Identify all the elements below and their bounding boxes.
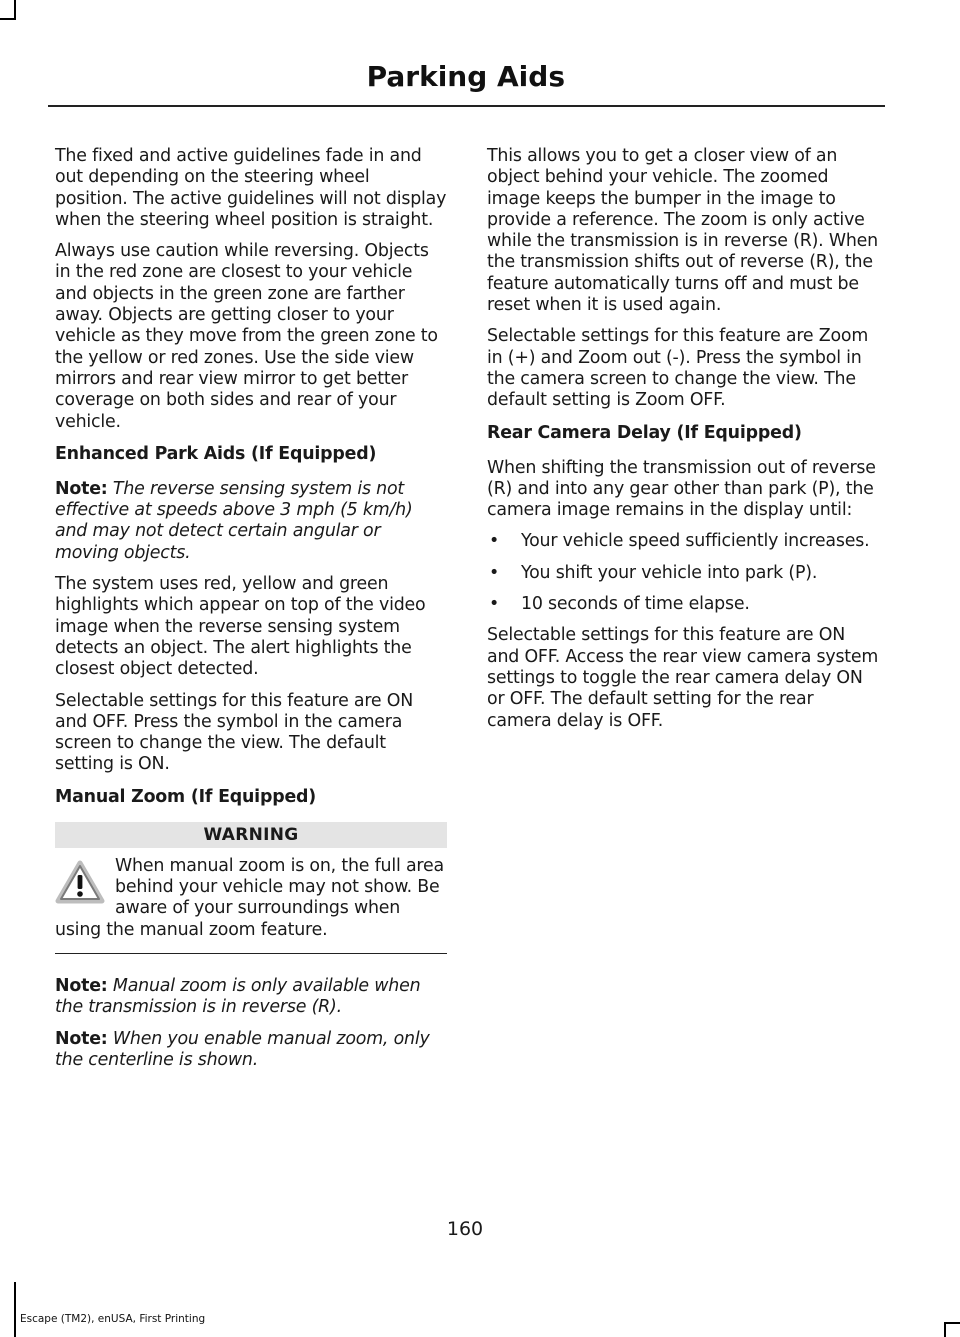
- paragraph: When shifting the transmission out of reverse (R) and into any gear other than park (P), the camera image remains in the display until:: [487, 457, 876, 521]
- warning-triangle-icon: [55, 860, 105, 904]
- crop-mark: [14, 1282, 16, 1337]
- list-item: • Your vehicle speed sufficiently increases.: [487, 531, 879, 552]
- note-label: Note:: [55, 975, 108, 996]
- list-item: • You shift your vehicle into park (P).: [487, 563, 879, 584]
- footer-text: Escape (TM2), enUSA, First Printing: [20, 1313, 206, 1325]
- note: [55, 479, 447, 564]
- warning-body: [55, 848, 447, 954]
- section-heading-manual-zoom: Manual Zoom (If Equipped): [55, 786, 317, 807]
- bullet-list: [487, 531, 879, 615]
- warning-title: WARNING: [55, 822, 447, 848]
- warning-box: [55, 822, 447, 954]
- note: [55, 1029, 447, 1072]
- right-column: [487, 146, 879, 742]
- paragraph: Always use caution while reversing. Objects in the red zone are closest to your vehicle and objects in the green zone are farther away. Objects are getting closer to your vehicle as they move from the green zone to the yellow or red zones. Use the side view mirrors and rear view mirror to get better coverage on both sides and rear of your vehicle.: [55, 241, 438, 432]
- paragraph: This allows you to get a closer view of an object behind your vehicle. The zoomed image keeps the bumper in the image to provide a reference. The zoom is only active while the transmission is in reverse (R). When the transmission shifts out of reverse (R), the feature automatically turns off and must be reset when it is used again.: [487, 146, 878, 316]
- page-number: 160: [446, 1218, 484, 1240]
- crop-mark: [14, 0, 16, 18]
- note-label: Note:: [55, 1028, 108, 1049]
- note: [55, 976, 447, 1019]
- paragraph: Selectable settings for this feature are Zoom in (+) and Zoom out (-). Press the symbol in the camera screen to change the view. The default setting is Zoom OFF.: [487, 326, 869, 411]
- paragraph: Selectable settings for this feature are ON and OFF. Access the rear view camera system settings to toggle the rear camera delay ON or OFF. The default setting for the rear camera delay is OFF.: [487, 625, 879, 731]
- section-heading-rear-camera-delay: Rear Camera Delay (If Equipped): [487, 422, 802, 443]
- warning-text: When manual zoom is on, the full area behind your vehicle may not show. Be aware of your surroundings when using the manual zoom feature.: [55, 855, 444, 940]
- list-item: • 10 seconds of time elapse.: [487, 594, 879, 615]
- note-text: The reverse sensing system is not effective at speeds above 3 mph (5 km/h) and may not detect certain angular or moving objects.: [55, 478, 413, 563]
- left-column: [55, 146, 447, 1081]
- paragraph: Selectable settings for this feature are ON and OFF. Press the symbol in the camera screen to change the view. The default setting is ON.: [55, 690, 414, 775]
- note-label: Note:: [55, 478, 108, 499]
- crop-mark: [0, 18, 16, 20]
- section-heading-enhanced-park-aids: Enhanced Park Aids (If Equipped): [55, 443, 377, 464]
- note-text: Manual zoom is only available when the transmission is in reverse (R).: [55, 975, 421, 1018]
- crop-mark: [944, 1322, 946, 1337]
- header-divider: [48, 105, 885, 107]
- crop-mark: [944, 1322, 960, 1324]
- note-text: When you enable manual zoom, only the centerline is shown.: [55, 1028, 430, 1070]
- paragraph: The fixed and active guidelines fade in and out depending on the steering wheel position. The active guidelines will not display when the steering wheel position is straight.: [55, 146, 447, 230]
- page-title: Parking Aids: [366, 60, 565, 93]
- paragraph: The system uses red, yellow and green highlights which appear on top of the video image when the reverse sensing system detects an object. The alert highlights the closest object detected.: [55, 574, 426, 680]
